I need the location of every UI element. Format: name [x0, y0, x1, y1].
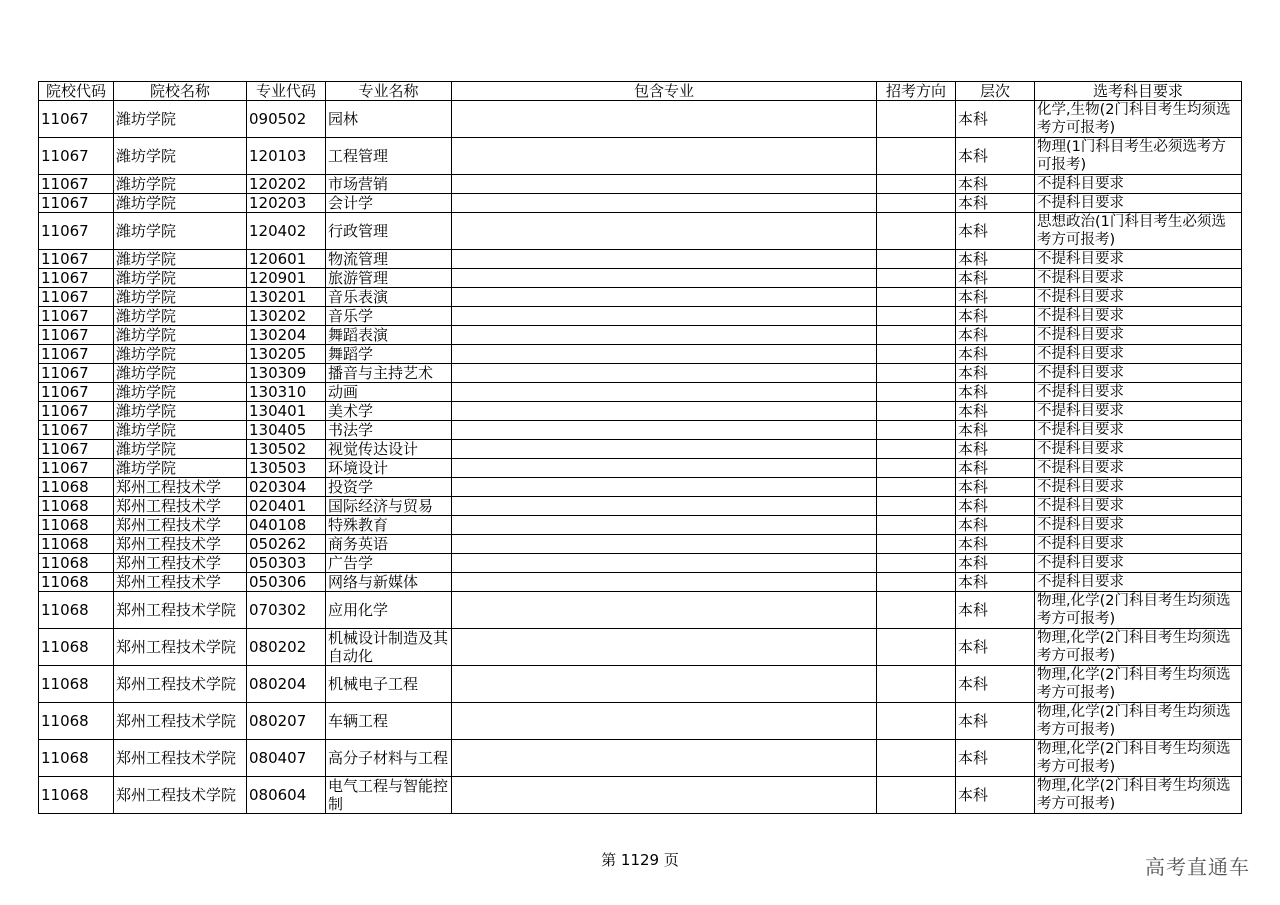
level-cell: 本科	[956, 402, 1035, 421]
major-code-cell: 130309	[247, 364, 326, 383]
table-row	[39, 175, 1242, 194]
major-name-cell: 播音与主持艺术	[326, 364, 452, 383]
included-majors-cell	[452, 478, 877, 497]
major-name-cell: 机械电子工程	[326, 666, 452, 703]
major-name-cell: 车辆工程	[326, 703, 452, 740]
major-name-cell: 会计学	[326, 194, 452, 213]
subject-requirement-cell: 物理,化学(2门科目考生均须选考方可报考)	[1035, 629, 1242, 666]
included-majors-cell	[452, 592, 877, 629]
header-school-name: 院校名称	[114, 82, 247, 101]
direction-cell	[877, 101, 956, 138]
table-header	[39, 82, 1242, 101]
included-majors-cell	[452, 535, 877, 554]
level-cell: 本科	[956, 307, 1035, 326]
major-name-cell: 特殊教育	[326, 516, 452, 535]
major-code-cell: 120103	[247, 138, 326, 175]
school-name-cell: 潍坊学院	[114, 421, 247, 440]
level-cell: 本科	[956, 250, 1035, 269]
direction-cell	[877, 250, 956, 269]
subject-requirement-cell: 物理(1门科目考生必须选考方可报考)	[1035, 138, 1242, 175]
direction-cell	[877, 666, 956, 703]
header-direction: 招考方向	[877, 82, 956, 101]
table-row	[39, 666, 1242, 703]
subject-requirement-cell: 不提科目要求	[1035, 383, 1242, 402]
school-code-cell: 11067	[39, 101, 114, 138]
school-name-cell: 潍坊学院	[114, 250, 247, 269]
direction-cell	[877, 364, 956, 383]
school-name-cell: 潍坊学院	[114, 213, 247, 250]
school-code-cell: 11067	[39, 250, 114, 269]
major-name-cell: 动画	[326, 383, 452, 402]
major-code-cell: 040108	[247, 516, 326, 535]
school-code-cell: 11068	[39, 516, 114, 535]
school-name-cell: 潍坊学院	[114, 459, 247, 478]
direction-cell	[877, 345, 956, 364]
admissions-table	[38, 81, 1242, 814]
school-code-cell: 11067	[39, 459, 114, 478]
subject-requirement-cell: 不提科目要求	[1035, 573, 1242, 592]
school-code-cell: 11067	[39, 194, 114, 213]
school-name-cell: 潍坊学院	[114, 364, 247, 383]
subject-requirement-cell: 不提科目要求	[1035, 194, 1242, 213]
table-body	[39, 101, 1242, 814]
major-code-cell: 070302	[247, 592, 326, 629]
included-majors-cell	[452, 326, 877, 345]
major-code-cell: 120402	[247, 213, 326, 250]
subject-requirement-cell: 不提科目要求	[1035, 402, 1242, 421]
major-name-cell: 音乐表演	[326, 288, 452, 307]
direction-cell	[877, 269, 956, 288]
included-majors-cell	[452, 213, 877, 250]
direction-cell	[877, 288, 956, 307]
direction-cell	[877, 383, 956, 402]
major-name-cell: 舞蹈学	[326, 345, 452, 364]
school-code-cell: 11067	[39, 326, 114, 345]
subject-requirement-cell: 不提科目要求	[1035, 459, 1242, 478]
level-cell: 本科	[956, 364, 1035, 383]
table-row	[39, 535, 1242, 554]
subject-requirement-cell: 不提科目要求	[1035, 421, 1242, 440]
direction-cell	[877, 740, 956, 777]
major-name-cell: 应用化学	[326, 592, 452, 629]
direction-cell	[877, 307, 956, 326]
included-majors-cell	[452, 440, 877, 459]
direction-cell	[877, 497, 956, 516]
major-code-cell: 020304	[247, 478, 326, 497]
school-name-cell: 郑州工程技术学院	[114, 777, 247, 814]
included-majors-cell	[452, 740, 877, 777]
included-majors-cell	[452, 703, 877, 740]
subject-requirement-cell: 物理,化学(2门科目考生均须选考方可报考)	[1035, 777, 1242, 814]
subject-requirement-cell: 不提科目要求	[1035, 307, 1242, 326]
major-code-cell: 130401	[247, 402, 326, 421]
table-row	[39, 554, 1242, 573]
school-code-cell: 11067	[39, 138, 114, 175]
included-majors-cell	[452, 194, 877, 213]
included-majors-cell	[452, 383, 877, 402]
school-code-cell: 11068	[39, 554, 114, 573]
school-name-cell: 潍坊学院	[114, 440, 247, 459]
included-majors-cell	[452, 101, 877, 138]
level-cell: 本科	[956, 213, 1035, 250]
level-cell: 本科	[956, 666, 1035, 703]
direction-cell	[877, 478, 956, 497]
included-majors-cell	[452, 364, 877, 383]
school-code-cell: 11068	[39, 777, 114, 814]
major-name-cell: 物流管理	[326, 250, 452, 269]
subject-requirement-cell: 不提科目要求	[1035, 175, 1242, 194]
major-code-cell: 130503	[247, 459, 326, 478]
major-code-cell: 050262	[247, 535, 326, 554]
level-cell: 本科	[956, 629, 1035, 666]
level-cell: 本科	[956, 535, 1035, 554]
direction-cell	[877, 573, 956, 592]
school-code-cell: 11068	[39, 740, 114, 777]
major-name-cell: 广告学	[326, 554, 452, 573]
table-row	[39, 440, 1242, 459]
major-name-cell: 网络与新媒体	[326, 573, 452, 592]
watermark: 高考直通车	[1145, 855, 1250, 879]
table-row	[39, 497, 1242, 516]
level-cell: 本科	[956, 497, 1035, 516]
school-name-cell: 潍坊学院	[114, 326, 247, 345]
level-cell: 本科	[956, 421, 1035, 440]
school-code-cell: 11067	[39, 269, 114, 288]
included-majors-cell	[452, 402, 877, 421]
level-cell: 本科	[956, 383, 1035, 402]
major-code-cell: 080202	[247, 629, 326, 666]
major-code-cell: 050303	[247, 554, 326, 573]
direction-cell	[877, 440, 956, 459]
major-name-cell: 美术学	[326, 402, 452, 421]
major-code-cell: 130202	[247, 307, 326, 326]
included-majors-cell	[452, 345, 877, 364]
major-name-cell: 市场营销	[326, 175, 452, 194]
table-row	[39, 573, 1242, 592]
major-code-cell: 120601	[247, 250, 326, 269]
included-majors-cell	[452, 573, 877, 592]
major-name-cell: 书法学	[326, 421, 452, 440]
level-cell: 本科	[956, 138, 1035, 175]
included-majors-cell	[452, 666, 877, 703]
direction-cell	[877, 777, 956, 814]
major-code-cell: 020401	[247, 497, 326, 516]
table-row	[39, 383, 1242, 402]
school-code-cell: 11067	[39, 421, 114, 440]
included-majors-cell	[452, 777, 877, 814]
direction-cell	[877, 459, 956, 478]
school-name-cell: 郑州工程技术学院	[114, 592, 247, 629]
included-majors-cell	[452, 497, 877, 516]
table-row	[39, 516, 1242, 535]
header-row	[39, 82, 1242, 101]
header-school-code: 院校代码	[39, 82, 114, 101]
table-row	[39, 250, 1242, 269]
level-cell: 本科	[956, 326, 1035, 345]
table-row	[39, 478, 1242, 497]
subject-requirement-cell: 不提科目要求	[1035, 497, 1242, 516]
school-name-cell: 潍坊学院	[114, 175, 247, 194]
direction-cell	[877, 592, 956, 629]
school-code-cell: 11068	[39, 535, 114, 554]
major-code-cell: 130310	[247, 383, 326, 402]
level-cell: 本科	[956, 459, 1035, 478]
direction-cell	[877, 535, 956, 554]
major-code-cell: 130204	[247, 326, 326, 345]
school-name-cell: 郑州工程技术学	[114, 478, 247, 497]
level-cell: 本科	[956, 175, 1035, 194]
major-name-cell: 环境设计	[326, 459, 452, 478]
level-cell: 本科	[956, 573, 1035, 592]
major-name-cell: 行政管理	[326, 213, 452, 250]
major-code-cell: 130205	[247, 345, 326, 364]
included-majors-cell	[452, 459, 877, 478]
direction-cell	[877, 326, 956, 345]
major-code-cell: 120203	[247, 194, 326, 213]
school-code-cell: 11068	[39, 629, 114, 666]
major-code-cell: 080604	[247, 777, 326, 814]
included-majors-cell	[452, 288, 877, 307]
major-name-cell: 工程管理	[326, 138, 452, 175]
school-code-cell: 11067	[39, 288, 114, 307]
level-cell: 本科	[956, 592, 1035, 629]
level-cell: 本科	[956, 345, 1035, 364]
subject-requirement-cell: 物理,化学(2门科目考生均须选考方可报考)	[1035, 703, 1242, 740]
school-name-cell: 郑州工程技术学院	[114, 666, 247, 703]
subject-requirement-cell: 不提科目要求	[1035, 554, 1242, 573]
major-name-cell: 舞蹈表演	[326, 326, 452, 345]
table-row	[39, 629, 1242, 666]
header-included-majors: 包含专业	[452, 82, 877, 101]
table-row	[39, 307, 1242, 326]
table-row	[39, 101, 1242, 138]
subject-requirement-cell: 思想政治(1门科目考生必须选考方可报考)	[1035, 213, 1242, 250]
table-row	[39, 402, 1242, 421]
table-row	[39, 138, 1242, 175]
school-name-cell: 郑州工程技术学院	[114, 740, 247, 777]
major-name-cell: 音乐学	[326, 307, 452, 326]
school-code-cell: 11067	[39, 345, 114, 364]
school-code-cell: 11068	[39, 666, 114, 703]
school-code-cell: 11067	[39, 175, 114, 194]
table-row	[39, 459, 1242, 478]
direction-cell	[877, 213, 956, 250]
level-cell: 本科	[956, 101, 1035, 138]
level-cell: 本科	[956, 288, 1035, 307]
school-code-cell: 11067	[39, 307, 114, 326]
included-majors-cell	[452, 269, 877, 288]
major-name-cell: 国际经济与贸易	[326, 497, 452, 516]
level-cell: 本科	[956, 516, 1035, 535]
major-code-cell: 130405	[247, 421, 326, 440]
included-majors-cell	[452, 629, 877, 666]
included-majors-cell	[452, 554, 877, 573]
table-row	[39, 288, 1242, 307]
level-cell: 本科	[956, 269, 1035, 288]
table-row	[39, 326, 1242, 345]
school-code-cell: 11067	[39, 213, 114, 250]
school-name-cell: 潍坊学院	[114, 269, 247, 288]
level-cell: 本科	[956, 194, 1035, 213]
included-majors-cell	[452, 516, 877, 535]
subject-requirement-cell: 不提科目要求	[1035, 478, 1242, 497]
level-cell: 本科	[956, 740, 1035, 777]
major-code-cell: 080207	[247, 703, 326, 740]
major-name-cell: 机械设计制造及其自动化	[326, 629, 452, 666]
subject-requirement-cell: 不提科目要求	[1035, 516, 1242, 535]
major-name-cell: 商务英语	[326, 535, 452, 554]
subject-requirement-cell: 物理,化学(2门科目考生均须选考方可报考)	[1035, 740, 1242, 777]
included-majors-cell	[452, 307, 877, 326]
school-code-cell: 11068	[39, 573, 114, 592]
subject-requirement-cell: 不提科目要求	[1035, 345, 1242, 364]
direction-cell	[877, 175, 956, 194]
subject-requirement-cell: 不提科目要求	[1035, 250, 1242, 269]
level-cell: 本科	[956, 777, 1035, 814]
subject-requirement-cell: 不提科目要求	[1035, 440, 1242, 459]
table-row	[39, 345, 1242, 364]
school-name-cell: 潍坊学院	[114, 288, 247, 307]
school-name-cell: 潍坊学院	[114, 402, 247, 421]
subject-requirement-cell: 物理,化学(2门科目考生均须选考方可报考)	[1035, 592, 1242, 629]
school-code-cell: 11068	[39, 703, 114, 740]
school-name-cell: 潍坊学院	[114, 383, 247, 402]
page-number: 第 1129 页	[601, 851, 679, 869]
school-name-cell: 潍坊学院	[114, 101, 247, 138]
major-name-cell: 电气工程与智能控制	[326, 777, 452, 814]
school-name-cell: 郑州工程技术学	[114, 497, 247, 516]
major-code-cell: 130502	[247, 440, 326, 459]
major-name-cell: 视觉传达设计	[326, 440, 452, 459]
subject-requirement-cell: 不提科目要求	[1035, 364, 1242, 383]
subject-requirement-cell: 不提科目要求	[1035, 326, 1242, 345]
subject-requirement-cell: 物理,化学(2门科目考生均须选考方可报考)	[1035, 666, 1242, 703]
direction-cell	[877, 194, 956, 213]
subject-requirement-cell: 不提科目要求	[1035, 535, 1242, 554]
header-subject-requirement: 选考科目要求	[1035, 82, 1242, 101]
table-row	[39, 740, 1242, 777]
school-code-cell: 11067	[39, 402, 114, 421]
school-code-cell: 11067	[39, 383, 114, 402]
level-cell: 本科	[956, 440, 1035, 459]
school-name-cell: 郑州工程技术学	[114, 535, 247, 554]
table-row	[39, 364, 1242, 383]
table-row	[39, 777, 1242, 814]
major-code-cell: 090502	[247, 101, 326, 138]
school-name-cell: 郑州工程技术学	[114, 573, 247, 592]
major-name-cell: 投资学	[326, 478, 452, 497]
school-name-cell: 潍坊学院	[114, 194, 247, 213]
header-major-code: 专业代码	[247, 82, 326, 101]
major-code-cell: 130201	[247, 288, 326, 307]
level-cell: 本科	[956, 478, 1035, 497]
major-code-cell: 050306	[247, 573, 326, 592]
school-name-cell: 郑州工程技术学院	[114, 703, 247, 740]
school-code-cell: 11067	[39, 440, 114, 459]
included-majors-cell	[452, 250, 877, 269]
school-code-cell: 11068	[39, 592, 114, 629]
included-majors-cell	[452, 138, 877, 175]
direction-cell	[877, 138, 956, 175]
school-code-cell: 11068	[39, 478, 114, 497]
table-row	[39, 213, 1242, 250]
major-name-cell: 旅游管理	[326, 269, 452, 288]
direction-cell	[877, 421, 956, 440]
header-level: 层次	[956, 82, 1035, 101]
table-row	[39, 194, 1242, 213]
major-code-cell: 080204	[247, 666, 326, 703]
major-name-cell: 园林	[326, 101, 452, 138]
major-code-cell: 120202	[247, 175, 326, 194]
school-name-cell: 郑州工程技术学院	[114, 629, 247, 666]
header-major-name: 专业名称	[326, 82, 452, 101]
level-cell: 本科	[956, 703, 1035, 740]
subject-requirement-cell: 不提科目要求	[1035, 269, 1242, 288]
subject-requirement-cell: 不提科目要求	[1035, 288, 1242, 307]
school-name-cell: 郑州工程技术学	[114, 554, 247, 573]
table-row	[39, 269, 1242, 288]
direction-cell	[877, 402, 956, 421]
table-row	[39, 592, 1242, 629]
school-code-cell: 11067	[39, 364, 114, 383]
direction-cell	[877, 629, 956, 666]
school-name-cell: 潍坊学院	[114, 345, 247, 364]
school-code-cell: 11068	[39, 497, 114, 516]
subject-requirement-cell: 化学,生物(2门科目考生均须选考方可报考)	[1035, 101, 1242, 138]
direction-cell	[877, 554, 956, 573]
major-code-cell: 120901	[247, 269, 326, 288]
school-name-cell: 潍坊学院	[114, 307, 247, 326]
direction-cell	[877, 703, 956, 740]
included-majors-cell	[452, 175, 877, 194]
major-code-cell: 080407	[247, 740, 326, 777]
included-majors-cell	[452, 421, 877, 440]
school-name-cell: 郑州工程技术学	[114, 516, 247, 535]
level-cell: 本科	[956, 554, 1035, 573]
school-name-cell: 潍坊学院	[114, 138, 247, 175]
table-row	[39, 703, 1242, 740]
direction-cell	[877, 516, 956, 535]
table-row	[39, 421, 1242, 440]
major-name-cell: 高分子材料与工程	[326, 740, 452, 777]
